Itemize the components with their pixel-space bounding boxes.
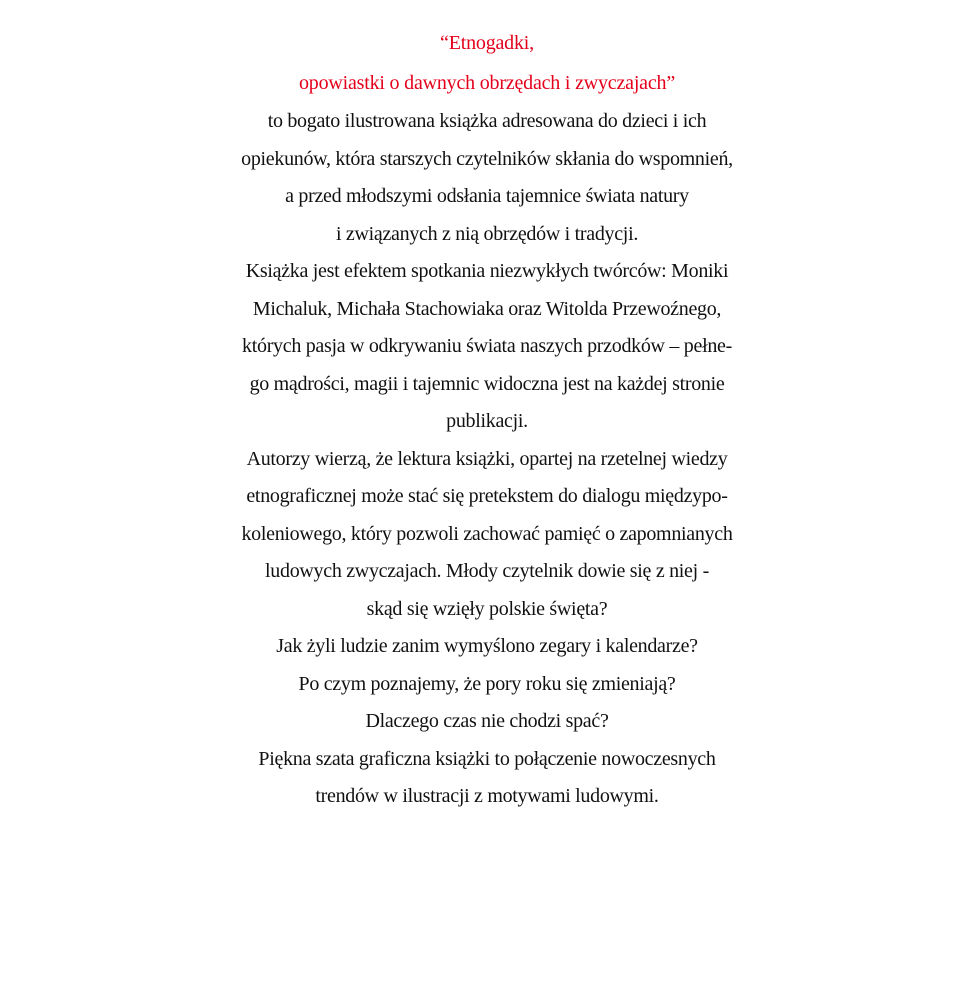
description-line: etnograficznej może stać się pretekstem do dialogu międzypo-	[246, 485, 728, 507]
book-title-line-2: opowiastki o dawnych obrzędach i zwyczajach”	[298, 71, 676, 94]
description-line: Po czym poznajemy, że pory roku się zmieniają?	[298, 672, 676, 695]
description-line: Dlaczego czas nie chodzi spać?	[365, 710, 609, 732]
description-line: koleniowego, który pozwoli zachować pamięć o zapomnianych	[241, 522, 733, 545]
description-line: a przed młodszymi odsłania tajemnice świata natury	[285, 185, 689, 207]
description-line: Michaluk, Michała Stachowiaka oraz Witolda Przewoźnego,	[252, 297, 722, 320]
description-line: skąd się wzięły polskie święta?	[366, 597, 608, 620]
description-line: go mądrości, magii i tajemnic widoczna jest na każdej stronie	[249, 372, 725, 395]
book-description	[0, 24, 974, 816]
description-line: Autorzy wierzą, że lektura książki, opartej na rzetelnej wiedzy	[246, 447, 728, 470]
description-line: Książka jest efektem spotkania niezwykłych twórców: Moniki	[245, 260, 729, 282]
description-line: Piękna szata graficzna książki to połączenie nowoczesnych	[258, 747, 716, 770]
description-line: to bogato ilustrowana książka adresowana do dzieci i ich	[267, 110, 707, 132]
book-title-line-1: “Etnogadki,	[440, 32, 534, 54]
description-line: Jak żyli ludzie zanim wymyślono zegary i kalendarze?	[276, 635, 698, 657]
description-line: i związanych z nią obrzędów i tradycji.	[335, 222, 639, 245]
description-line: ludowych zwyczajach. Młody czytelnik dowie się z niej -	[265, 560, 709, 582]
description-line: publikacji.	[446, 410, 528, 432]
description-line: których pasja w odkrywaniu świata naszych przodków – pełne-	[242, 335, 732, 357]
description-line: trendów w ilustracji z motywami ludowymi.	[315, 785, 659, 807]
description-line: opiekunów, która starszych czytelników skłania do wspomnień,	[241, 147, 733, 170]
